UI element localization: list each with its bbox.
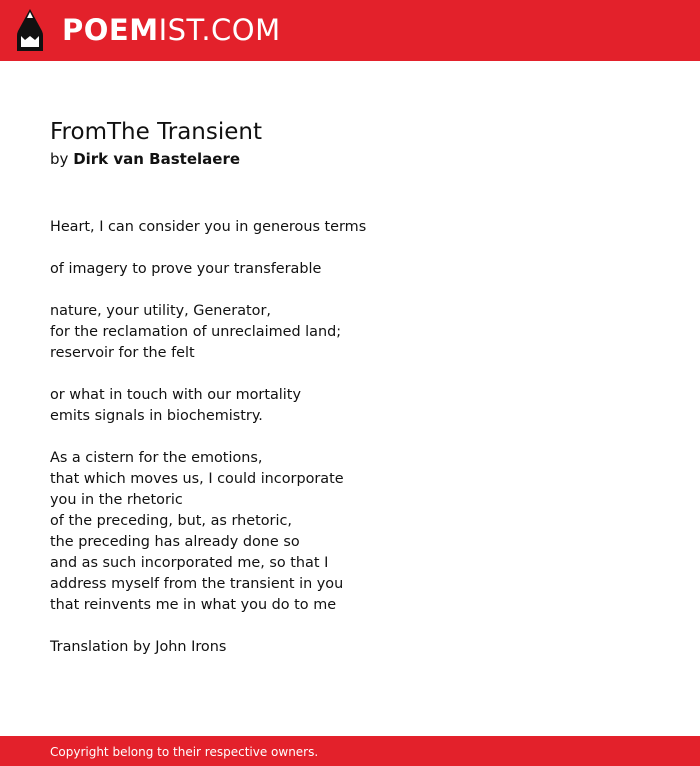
poem-line: emits signals in biochemistry. <box>50 408 263 424</box>
poem-line: Translation by John Irons <box>50 639 227 655</box>
poem-line: you in the rhetoric <box>50 492 183 508</box>
poem-line: that reinvents me in what you do to me <box>50 597 337 613</box>
poem-line: or what in touch with our mortality <box>50 387 301 403</box>
poem-line: reservoir for the felt <box>50 345 195 361</box>
poem-line: Heart, I can consider you in generous terms <box>50 219 367 235</box>
stanza <box>50 637 670 658</box>
wordmark-light: IST.COM <box>158 13 281 47</box>
poem-line: for the reclamation of unreclaimed land; <box>50 324 342 340</box>
poem-body <box>50 217 670 658</box>
site-footer <box>0 736 700 766</box>
wordmark-bold: POEM <box>62 13 159 47</box>
site-header <box>0 0 700 61</box>
poem-content <box>50 117 670 658</box>
poem-title: FromThe Transient <box>50 119 262 145</box>
byline-prefix: by <box>50 150 69 168</box>
byline <box>50 147 670 171</box>
poem-line: As a cistern for the emotions, <box>50 450 263 466</box>
pencil-tip-icon <box>17 9 43 51</box>
stanza <box>50 301 670 364</box>
stanza <box>50 448 670 616</box>
site-logo[interactable] <box>0 0 281 61</box>
stanza <box>50 385 670 427</box>
poem-line: the preceding has already done so <box>50 534 300 550</box>
poem-line: address myself from the transient in you <box>50 576 344 592</box>
stanza-gap <box>50 364 670 385</box>
poem-line: nature, your utility, Generator, <box>50 303 271 319</box>
copyright-notice: Copyright belong to their respective owners. <box>50 745 319 759</box>
stanza <box>50 259 670 280</box>
poem-line: that which moves us, I could incorporate <box>50 471 344 487</box>
poem-line: of imagery to prove your transferable <box>50 261 322 277</box>
poem-line: and as such incorporated me, so that I <box>50 555 329 571</box>
stanza-gap <box>50 427 670 448</box>
stanza <box>50 217 670 238</box>
poem-line: of the preceding, but, as rhetoric, <box>50 513 292 529</box>
stanza-gap <box>50 616 670 637</box>
stanza-gap <box>50 238 670 259</box>
stanza-gap <box>50 280 670 301</box>
author-link[interactable]: Dirk van Bastelaere <box>73 150 241 168</box>
site-wordmark <box>62 13 281 47</box>
